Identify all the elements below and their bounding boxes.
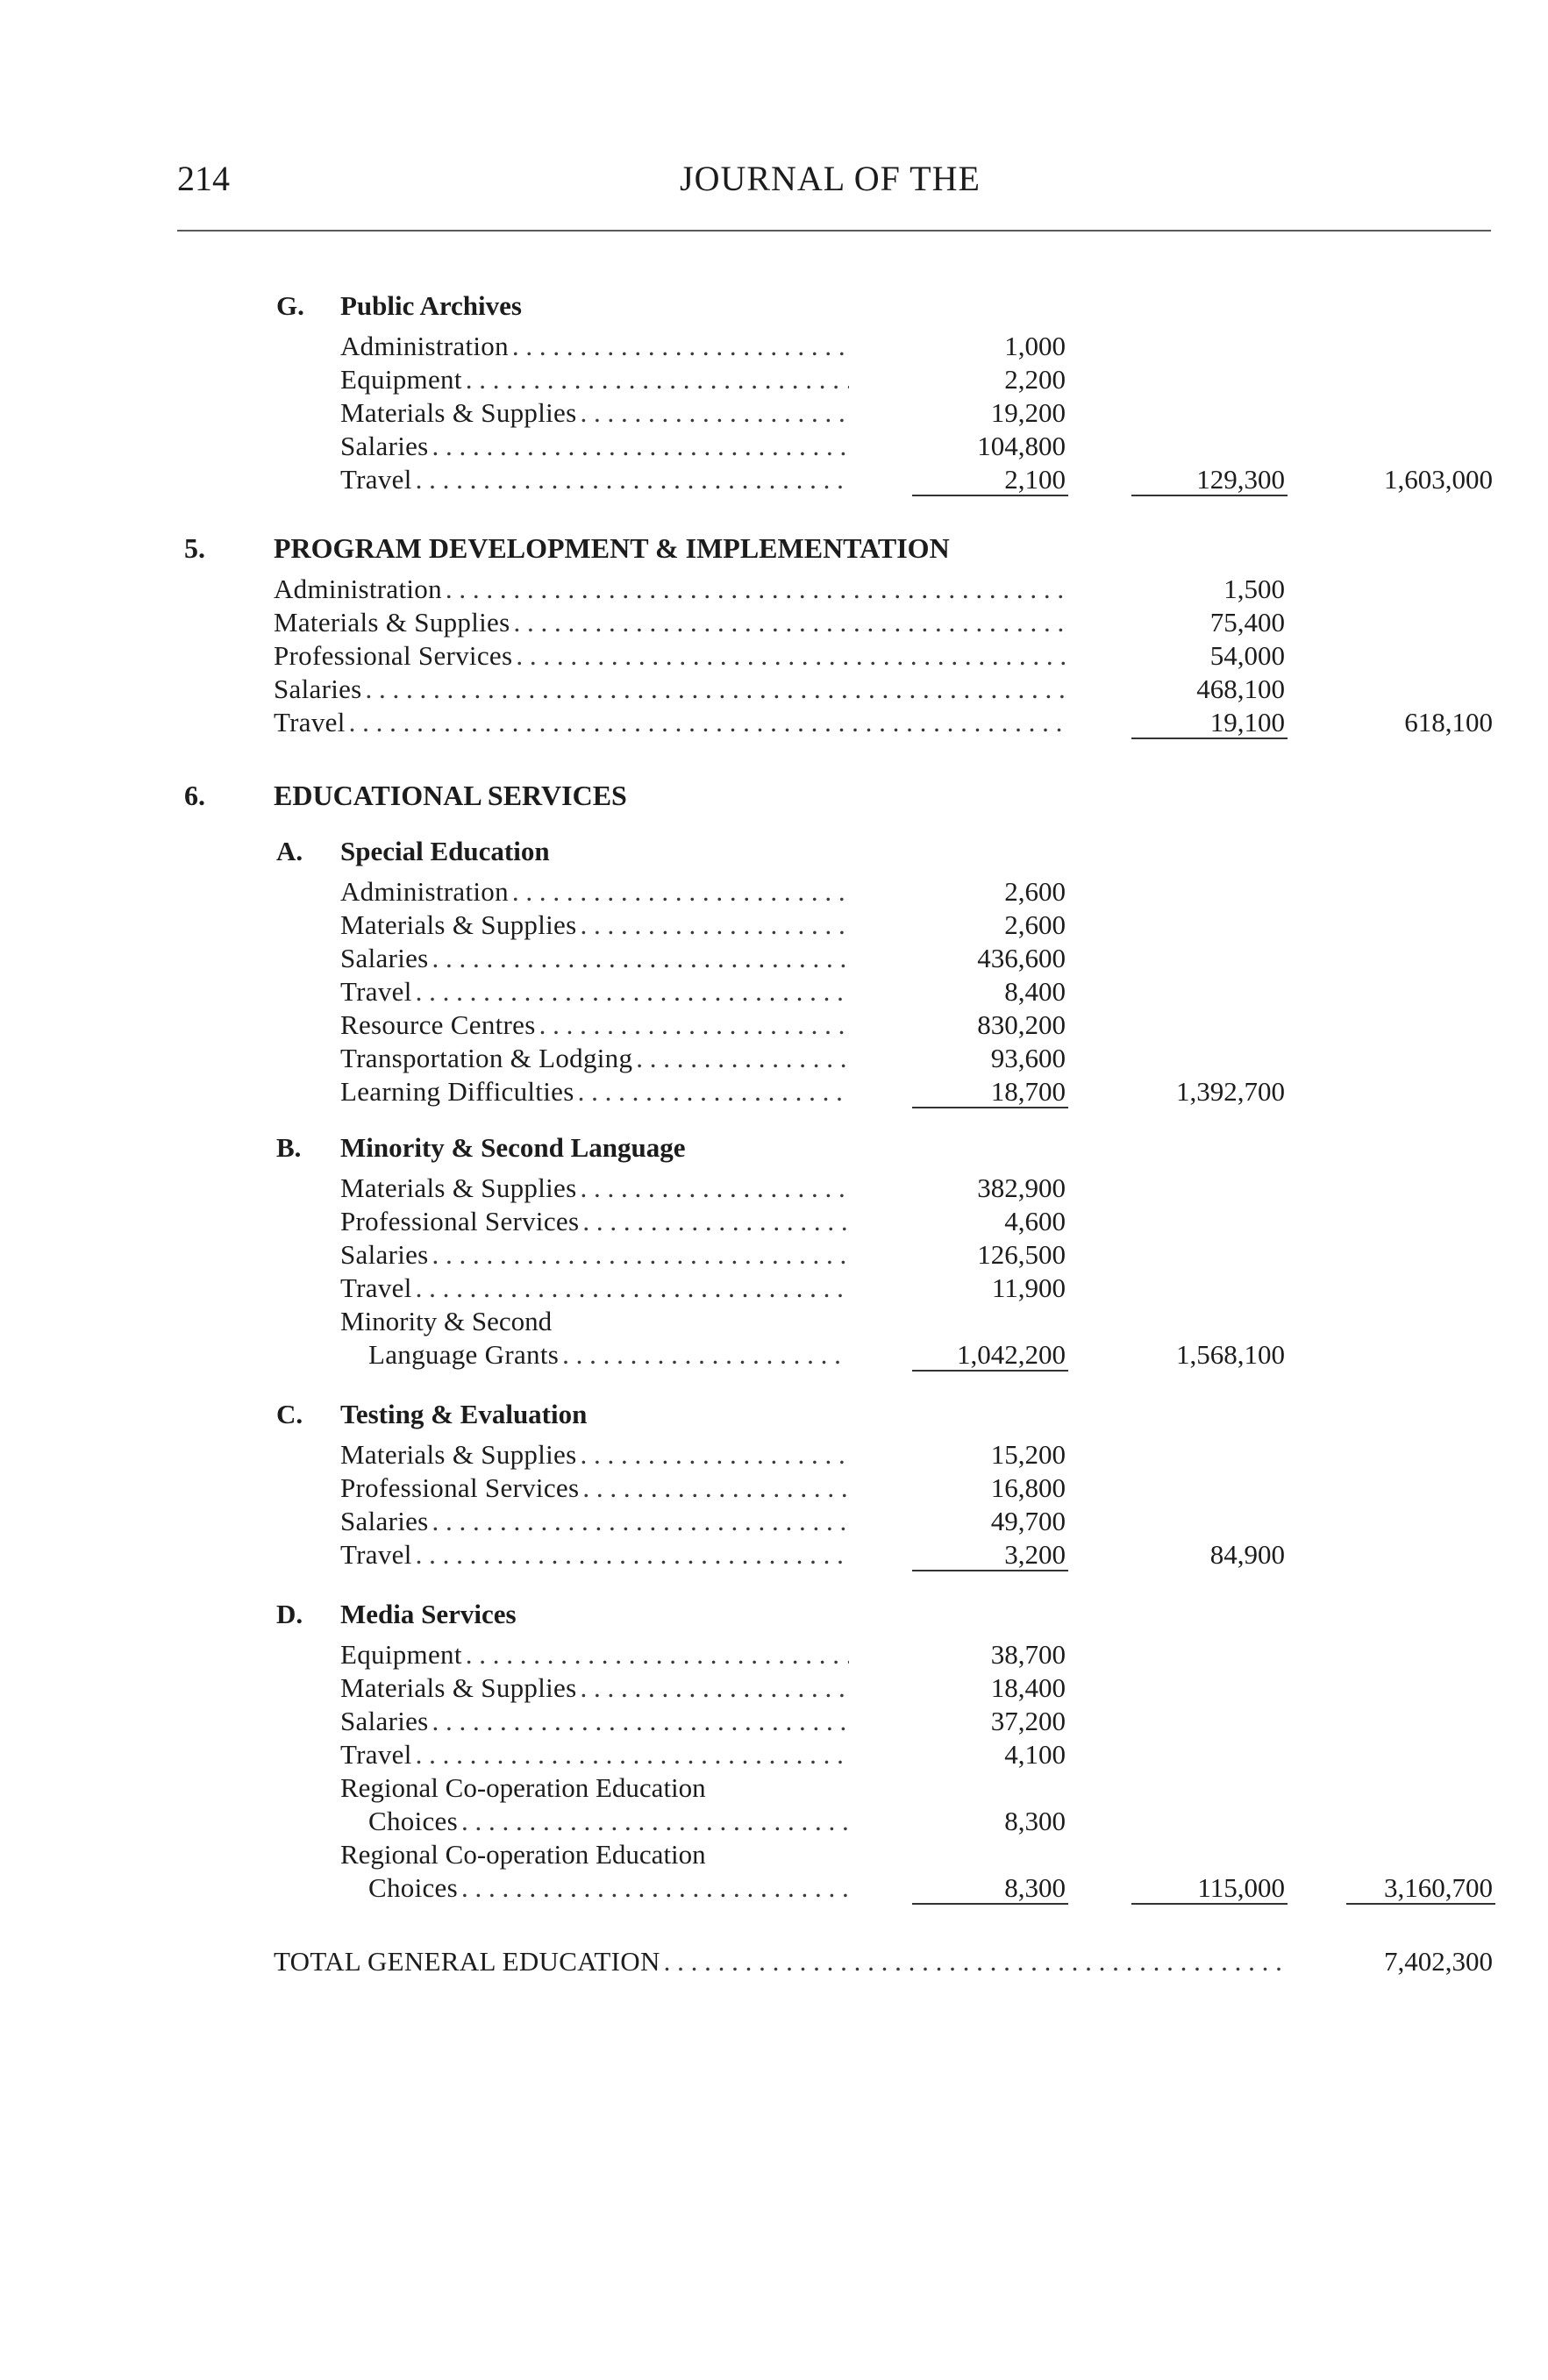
leader-dots — [562, 1338, 849, 1372]
item-amount: 468,100 — [1196, 673, 1285, 704]
item-amount: 8,300 — [1004, 1872, 1066, 1903]
item-label: Choices — [368, 1872, 458, 1903]
header-rule — [177, 230, 1491, 232]
grand-total-amount: 7,402,300 — [1384, 1946, 1493, 1977]
section-number-5: 5. — [184, 532, 205, 564]
item-row — [340, 942, 849, 975]
leader-dots — [664, 1945, 1282, 1978]
item-amount: 104,800 — [977, 431, 1066, 461]
leader-dots — [446, 573, 1068, 606]
underline — [1131, 1903, 1288, 1905]
item-row — [340, 909, 849, 942]
leader-dots — [512, 330, 849, 363]
item-amount: 3,200 — [1004, 1539, 1066, 1570]
subtotal-public-archives: 129,300 — [1196, 464, 1285, 495]
item-amount: 93,600 — [990, 1043, 1066, 1073]
leader-dots — [512, 875, 849, 909]
item-row — [340, 1042, 849, 1075]
item-label-regional-2-line1: Regional Co-operation Education — [340, 1839, 706, 1870]
item-amount: 126,500 — [977, 1239, 1066, 1270]
section-total: 618,100 — [1404, 707, 1493, 738]
leader-dots — [416, 975, 849, 1008]
item-label: Materials & Supplies — [274, 607, 510, 638]
leader-dots — [580, 909, 849, 942]
item-amount: 19,200 — [990, 397, 1066, 428]
leader-dots — [416, 463, 849, 496]
item-row — [340, 363, 849, 396]
item-label: Choices — [368, 1806, 458, 1836]
item-row — [340, 1505, 849, 1538]
item-amount: 1,500 — [1223, 574, 1285, 604]
subsection-letter-b: B. — [276, 1132, 302, 1163]
item-label: Salaries — [340, 1706, 429, 1736]
item-row — [274, 573, 1068, 606]
item-amount: 18,700 — [990, 1076, 1066, 1107]
grand-total-label: TOTAL GENERAL EDUCATION — [274, 1946, 660, 1977]
item-row — [340, 1671, 849, 1705]
page-number: 214 — [177, 159, 230, 198]
leader-dots — [636, 1042, 849, 1075]
grand-total-row — [274, 1945, 1282, 1978]
subsection-letter-g: G. — [276, 290, 304, 321]
item-amount: 11,900 — [991, 1272, 1066, 1303]
subsection-title-minority-second-language: Minority & Second Language — [340, 1132, 686, 1163]
item-label: Resource Centres — [340, 1009, 536, 1040]
item-row — [340, 330, 849, 363]
item-label: Salaries — [274, 673, 362, 704]
item-row — [340, 1471, 849, 1505]
subsection-title-testing-evaluation: Testing & Evaluation — [340, 1399, 588, 1429]
item-label: Travel — [274, 707, 346, 738]
item-row — [340, 1272, 849, 1305]
leader-dots — [461, 1871, 849, 1905]
item-amount: 16,800 — [990, 1472, 1066, 1503]
item-amount: 49,700 — [990, 1506, 1066, 1536]
leader-dots — [513, 606, 1068, 639]
leader-dots — [432, 430, 849, 463]
item-amount: 382,900 — [977, 1172, 1066, 1203]
item-label: Travel — [340, 976, 412, 1007]
subsection-letter-a: A. — [276, 836, 303, 866]
subsection-title-public-archives: Public Archives — [340, 290, 522, 321]
item-amount: 2,200 — [1004, 364, 1066, 395]
leader-dots — [432, 942, 849, 975]
leader-dots — [516, 639, 1068, 673]
item-label: Materials & Supplies — [340, 909, 577, 940]
item-amount: 1,042,200 — [957, 1339, 1066, 1370]
item-label: Transportation & Lodging — [340, 1043, 633, 1073]
item-amount: 8,300 — [1004, 1806, 1066, 1836]
underline — [1346, 1903, 1495, 1905]
underline — [912, 1903, 1068, 1905]
item-label: Salaries — [340, 943, 429, 973]
leader-dots — [366, 673, 1068, 706]
item-row — [274, 639, 1068, 673]
subsection-letter-c: C. — [276, 1399, 303, 1429]
item-row — [340, 1075, 849, 1108]
underline — [912, 495, 1068, 496]
item-amount: 75,400 — [1209, 607, 1285, 638]
section-title-educational-services: EDUCATIONAL SERVICES — [274, 780, 627, 811]
leader-dots — [349, 706, 1068, 739]
leader-dots — [578, 1075, 849, 1108]
item-label: Salaries — [340, 1506, 429, 1536]
leader-dots — [580, 396, 849, 430]
item-label: Materials & Supplies — [340, 1172, 577, 1203]
item-row — [340, 1172, 849, 1205]
item-label-grants-line1: Minority & Second — [340, 1306, 553, 1336]
item-label: Materials & Supplies — [340, 397, 577, 428]
leader-dots — [432, 1505, 849, 1538]
leader-dots — [416, 1538, 849, 1571]
subtotal-minority-second-language: 1,568,100 — [1176, 1339, 1285, 1370]
subsection-letter-d: D. — [276, 1599, 303, 1629]
leader-dots — [580, 1671, 849, 1705]
item-label: Materials & Supplies — [340, 1672, 577, 1703]
item-row — [274, 673, 1068, 706]
section-total: 1,603,000 — [1384, 464, 1493, 495]
item-label: Language Grants — [368, 1339, 560, 1370]
subtotal-media-services: 115,000 — [1197, 1872, 1285, 1903]
item-label: Learning Difficulties — [340, 1076, 574, 1107]
leader-dots — [416, 1738, 849, 1771]
leader-dots — [580, 1172, 849, 1205]
item-label: Equipment — [340, 364, 462, 395]
item-row — [340, 1738, 849, 1771]
section-title-program-development: PROGRAM DEVELOPMENT & IMPLEMENTATION — [274, 532, 950, 564]
item-amount: 15,200 — [990, 1439, 1066, 1470]
item-amount: 2,600 — [1004, 909, 1066, 940]
item-row — [340, 1705, 849, 1738]
leader-dots — [461, 1805, 849, 1838]
leader-dots — [416, 1272, 849, 1305]
item-amount: 54,000 — [1209, 640, 1285, 671]
item-label-regional-1-line1: Regional Co-operation Education — [340, 1772, 706, 1803]
leader-dots — [432, 1238, 849, 1272]
item-amount: 436,600 — [977, 943, 1066, 973]
underline — [1131, 738, 1288, 739]
leader-dots — [580, 1438, 849, 1471]
item-row — [340, 975, 849, 1008]
item-amount: 8,400 — [1004, 976, 1066, 1007]
item-label: Travel — [340, 1739, 412, 1770]
item-label: Materials & Supplies — [340, 1439, 577, 1470]
leader-dots — [466, 363, 849, 396]
subtotal-testing-evaluation: 84,900 — [1209, 1539, 1285, 1570]
item-amount: 2,600 — [1004, 876, 1066, 907]
item-label: Professional Services — [340, 1206, 580, 1236]
leader-dots — [539, 1008, 849, 1042]
subsection-title-media-services: Media Services — [340, 1599, 517, 1629]
item-row — [340, 1638, 849, 1671]
item-row — [340, 430, 849, 463]
item-amount: 19,100 — [1209, 707, 1285, 738]
item-label: Travel — [340, 464, 412, 495]
item-row — [340, 396, 849, 430]
item-row — [274, 606, 1068, 639]
item-amount: 38,700 — [990, 1639, 1066, 1670]
item-amount: 1,000 — [1004, 331, 1066, 361]
item-amount: 4,100 — [1004, 1739, 1066, 1770]
underline — [1131, 495, 1288, 496]
journal-title: JOURNAL OF THE — [680, 159, 981, 198]
item-amount: 4,600 — [1004, 1206, 1066, 1236]
item-row — [340, 1008, 849, 1042]
item-amount: 37,200 — [990, 1706, 1066, 1736]
underline — [912, 1107, 1068, 1108]
item-row — [340, 1238, 849, 1272]
item-row — [368, 1805, 849, 1838]
underline — [912, 1370, 1068, 1372]
item-label: Salaries — [340, 431, 429, 461]
section-total: 3,160,700 — [1384, 1872, 1493, 1903]
item-label: Professional Services — [340, 1472, 580, 1503]
leader-dots — [582, 1471, 849, 1505]
item-amount: 18,400 — [990, 1672, 1066, 1703]
section-number-6: 6. — [184, 780, 205, 811]
item-label: Equipment — [340, 1639, 462, 1670]
leader-dots — [432, 1705, 849, 1738]
underline — [912, 1570, 1068, 1571]
item-label: Travel — [340, 1539, 412, 1570]
item-label: Administration — [340, 876, 509, 907]
item-label: Administration — [340, 331, 509, 361]
item-row — [340, 1538, 849, 1571]
item-label: Administration — [274, 574, 442, 604]
item-row — [340, 875, 849, 909]
item-label: Travel — [340, 1272, 412, 1303]
item-label: Professional Services — [274, 640, 513, 671]
subtotal-special-education: 1,392,700 — [1176, 1076, 1285, 1107]
item-row — [340, 463, 849, 496]
item-amount: 2,100 — [1004, 464, 1066, 495]
item-row — [368, 1338, 849, 1372]
item-row — [274, 706, 1068, 739]
subsection-title-special-education: Special Education — [340, 836, 550, 866]
leader-dots — [466, 1638, 849, 1671]
item-row — [368, 1871, 849, 1905]
leader-dots — [582, 1205, 849, 1238]
item-label: Salaries — [340, 1239, 429, 1270]
item-row — [340, 1205, 849, 1238]
item-amount: 830,200 — [977, 1009, 1066, 1040]
item-row — [340, 1438, 849, 1471]
